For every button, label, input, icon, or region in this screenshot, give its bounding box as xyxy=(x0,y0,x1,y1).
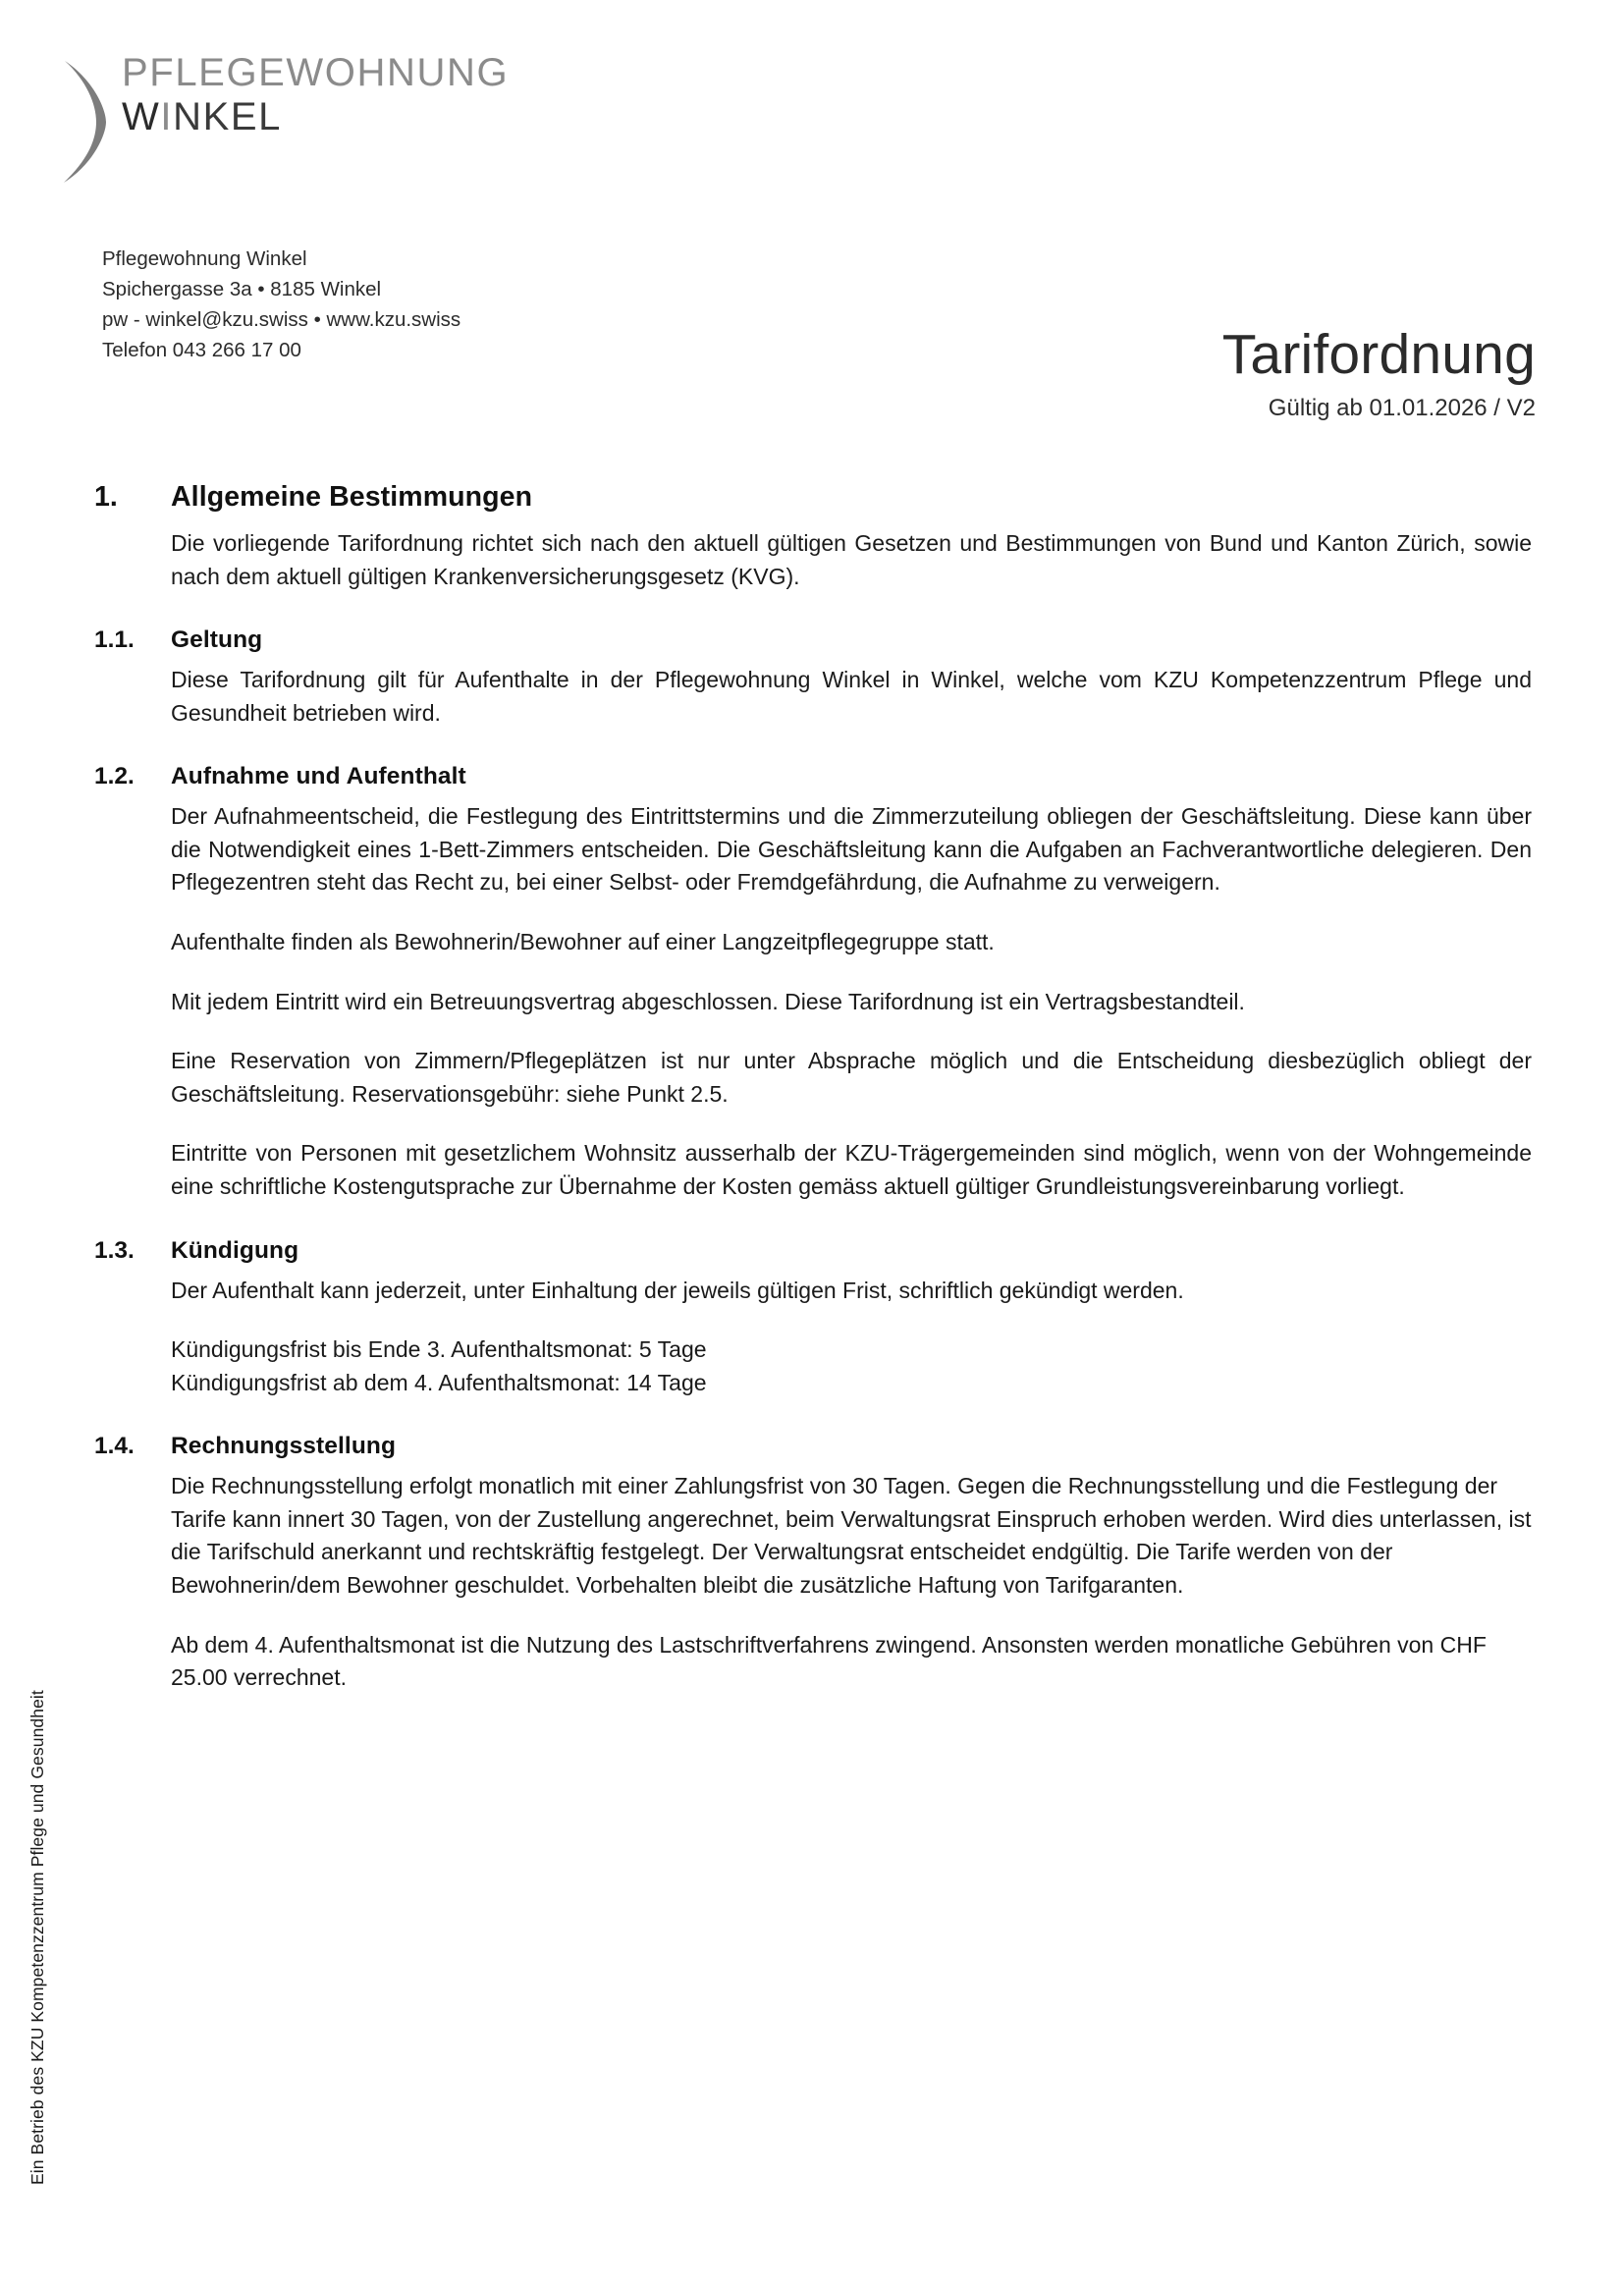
document-body xyxy=(94,481,1532,1695)
heading-1 xyxy=(94,481,1532,514)
heading-1-2 xyxy=(94,763,1532,790)
document-title-block xyxy=(1221,323,1536,423)
logo-letters-nkel: NKEL xyxy=(173,94,282,138)
logo-letter-i: I xyxy=(160,94,174,138)
heading-1-4-number: 1.4. xyxy=(94,1433,135,1460)
heading-1-3-text: Kündigung xyxy=(171,1236,299,1264)
section-1-3-notice-period-list xyxy=(171,1333,1532,1399)
heading-1-1-number: 1.1. xyxy=(94,626,135,654)
notice-period-line-2: Kündigungsfrist ab dem 4. Aufenthaltsmonat: 14 Tage xyxy=(171,1369,707,1395)
section-1-4-paragraph-1: Die Rechnungsstellung erfolgt monatlich mit einer Zahlungsfrist von 30 Tagen. Gegen die Rechnungsstellung und die Festlegung der Tarife kann innert 30 Tagen, von der Zustellung angerechnet, beim Verwaltungsrat Einspruch erhoben werden. Wird dies unterlassen, ist die Tarifschuld anerkannt und rechtskräftig festgelegt. Der Verwaltungsrat entscheidet endgültig. Die Tarife werden von der Bewohnerin/dem Bewohner geschuldet. Vorbehalten bleibt die zusätzliche Haftung von Tarifgaranten. xyxy=(171,1473,1532,1598)
section-1-2-paragraph-4: Eine Reservation von Zimmern/Pflegeplätzen ist nur unter Absprache möglich und die Entscheidung diesbezüglich obliegt der Geschäftsleitung. Reservationsgebühr: siehe Punkt 2.5. xyxy=(171,1048,1532,1107)
heading-1-3-number: 1.3. xyxy=(94,1236,135,1264)
heading-1-1 xyxy=(94,626,1532,654)
address-line-street: Spichergasse 3a • 8185 Winkel xyxy=(102,278,382,301)
address-line-name: Pflegewohnung Winkel xyxy=(102,247,307,270)
heading-1-2-text: Aufnahme und Aufenthalt xyxy=(171,763,466,790)
address-block xyxy=(102,244,460,366)
notice-period-line-1: Kündigungsfrist bis Ende 3. Aufenthaltsmonat: 5 Tage xyxy=(171,1336,707,1363)
heading-1-text: Allgemeine Bestimmungen xyxy=(171,481,533,513)
section-1-paragraph-1: Die vorliegende Tarifordnung richtet sich nach den aktuell gültigen Gesetzen und Bestimmungen von Bund und Kanton Zürich, sowie nach dem aktuell gültigen Krankenversicherungsgesetz (KVG). xyxy=(171,530,1532,589)
page-title: Tarifordnung xyxy=(1221,323,1536,386)
vertical-side-note: Ein Betrieb des KZU Kompetenzzentrum Pflege und Gesundheit xyxy=(27,1690,47,2185)
heading-1-4 xyxy=(94,1433,1532,1460)
heading-1-2-number: 1.2. xyxy=(94,763,135,790)
section-1-3-paragraph-1: Der Aufenthalt kann jederzeit, unter Einhaltung der jeweils gültigen Frist, schriftlich gekündigt werden. xyxy=(171,1277,1184,1303)
title-subtitle: Gültig ab 01.01.2026 / V2 xyxy=(1268,394,1536,421)
heading-1-1-text: Geltung xyxy=(171,626,263,654)
section-1-1-paragraph-1: Diese Tarifordnung gilt für Aufenthalte in der Pflegewohnung Winkel in Winkel, welche vom KZU Kompetenzzentrum Pflege und Gesundheit betrieben wird. xyxy=(171,667,1532,726)
company-logo xyxy=(61,51,670,198)
heading-1-3 xyxy=(94,1237,1532,1265)
heading-1-number: 1. xyxy=(94,481,118,513)
section-1-2-paragraph-5: Eintritte von Personen mit gesetzlichem Wohnsitz ausserhalb der KZU-Trägergemeinden sind möglich, wenn von der Wohngemeinde eine schriftliche Kostengutsprache zur Übernahme der Kosten gemäss aktuell gültiger Grundleistungsvereinbarung vorliegt. xyxy=(171,1140,1532,1199)
logo-line-winkel xyxy=(122,95,509,139)
section-1-4-paragraph-2: Ab dem 4. Aufenthaltsmonat ist die Nutzung des Lastschriftverfahrens zwingend. Ansonsten werden monatliche Gebühren von CHF 25.00 verrechnet. xyxy=(171,1631,1487,1691)
address-line-contact: pw - winkel@kzu.swiss • www.kzu.swiss xyxy=(102,308,461,332)
section-1-2-paragraph-2: Aufenthalte finden als Bewohnerin/Bewohner auf einer Langzeitpflegegruppe statt. xyxy=(171,929,995,955)
address-line-phone: Telefon 043 266 17 00 xyxy=(102,339,301,362)
logo-letter-w: W xyxy=(122,94,161,138)
heading-1-4-text: Rechnungsstellung xyxy=(171,1433,397,1460)
section-1-2-paragraph-3: Mit jedem Eintritt wird ein Betreuungsvertrag abgeschlossen. Diese Tarifordnung ist ein Vertragsbestandteil. xyxy=(171,988,1245,1014)
logo-line-pflegewohnung: PFLEGEWOHNUNG xyxy=(122,51,510,94)
section-1-2-paragraph-1: Der Aufnahmeentscheid, die Festlegung des Eintrittstermins und die Zimmerzuteilung obliegen der Geschäftsleitung. Diese kann über die Notwendigkeit eines 1-Bett-Zimmers entscheiden. Die Geschäftsleitung kann die Aufgaben an Fachverantwortliche delegieren. Den Pflegezentren steht das Recht zu, bei einer Selbst- oder Fremdgefährdung, die Aufnahme zu verweigern. xyxy=(171,803,1532,896)
logo-wordmark xyxy=(122,51,509,139)
crescent-swoosh-icon xyxy=(61,59,112,185)
